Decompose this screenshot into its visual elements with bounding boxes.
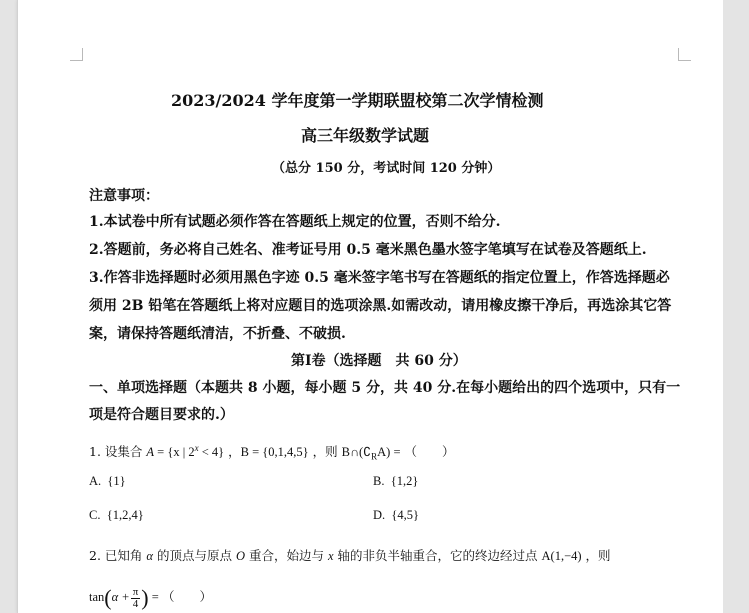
set-expression-sub: R [371,451,378,462]
set-expression: B∩(∁ [341,445,372,459]
set-b: ，B = {0,1,4,5} [228,445,309,459]
question-1: 1. 设集合 A = {x | $2^x < 4$} ，B = {0,1,4,5} ，则 $B\cap(∁_RA)$ = （ ） [89,442,455,462]
section-heading-line-1: 一、单项选择题（本题共 8 小题，每小题 5 分，共 40 分.在每小题给出的四个选项中，只有一 [89,380,681,396]
origin-symbol: O [235,549,245,563]
set-a-tail: < 4} [198,445,225,459]
question-2-blank: （ ） [161,589,212,604]
viewer-background-strip [723,0,749,613]
question-2 [89,546,611,564]
crop-mark-top-left [70,48,83,61]
set-expression-tail: A) = [377,445,401,459]
q1-option-d[interactable] [373,508,419,523]
pi-over-4-fraction: $\frac{\pi}{4}$ [132,585,139,610]
question-2-text-d: 轴的非负半轴重合，它的终边经过点 [337,548,538,563]
option-label: D. [373,508,386,522]
section-heading-line-2: 项是符合题目要求的.） [89,407,234,423]
question-2-expression: tan(α + $\frac{\pi}{4}$ ) = （ ） [89,585,212,610]
option-label: A. [89,474,102,488]
tan-function: tan [89,589,105,604]
option-label: C. [89,508,101,522]
alpha-symbol: α [146,549,153,563]
x-symbol: x [327,549,334,563]
option-label: B. [373,474,385,488]
notice-item-1: 1.本试卷中所有试题必须作答在答题纸上规定的位置，否则不给分. [89,214,501,230]
crop-mark-top-right [678,48,691,61]
option-value: {1,2} [390,474,419,488]
point-a: A(1,−4) [541,549,582,563]
exam-title: 2023/2024 学年度第一学期联盟校第二次学情检测 [171,91,544,110]
question-1-blank: （ ） [404,444,455,459]
option-value: {1} [107,474,126,488]
set-a-body: {x | 2 [167,445,195,459]
volume-heading: 第Ⅰ卷（选择题 共 60 分） [291,353,467,369]
notice-item-2: 2.答题前，务必将自己姓名、准考证号用 0.5 毫米黑色墨水签字笔填写在试卷及答题纸上. [89,242,647,258]
notice-item-3-line-1: 3.作答非选择题时必须用黑色字迹 0.5 毫米签字笔书写在答题纸的指定位置上，作答选择题必 [89,270,670,286]
question-2-text-e: ，则 [585,548,611,563]
question-2-text-b: 的顶点与原点 [156,548,232,563]
q1-option-a[interactable] [89,474,126,489]
alpha-plus: α + [111,589,130,604]
question-1-prefix: 1. 设集合 [89,444,143,459]
document-page [17,0,724,613]
notice-heading: 注意事项： [89,188,159,204]
question-2-text-a: 2. 已知角 [89,548,143,563]
exam-subtitle: 高三年级数学试题 [301,126,430,145]
q1-option-b[interactable] [373,474,418,489]
option-value: {4,5} [391,508,420,522]
notice-item-3-line-2: 须用 2B 铅笔在答题纸上将对应题目的选项涂黑.如需改动，请用橡皮擦干净后，再选涂其它答 [89,298,672,314]
option-value: {1,2,4} [106,508,144,522]
exam-meta: （总分 150 分，考试时间 120 分钟） [272,161,501,176]
notice-item-3-line-3: 案，请保持答题纸清洁，不折叠、不破损. [89,326,346,342]
q1-option-c[interactable] [89,508,144,523]
set-a-name: A [146,445,155,459]
set-a-exponent: x [194,442,199,453]
question-1-then: ，则 [312,444,338,459]
question-2-text-c: 重合，始边与 [248,548,324,563]
equals-sign: = [151,589,159,604]
